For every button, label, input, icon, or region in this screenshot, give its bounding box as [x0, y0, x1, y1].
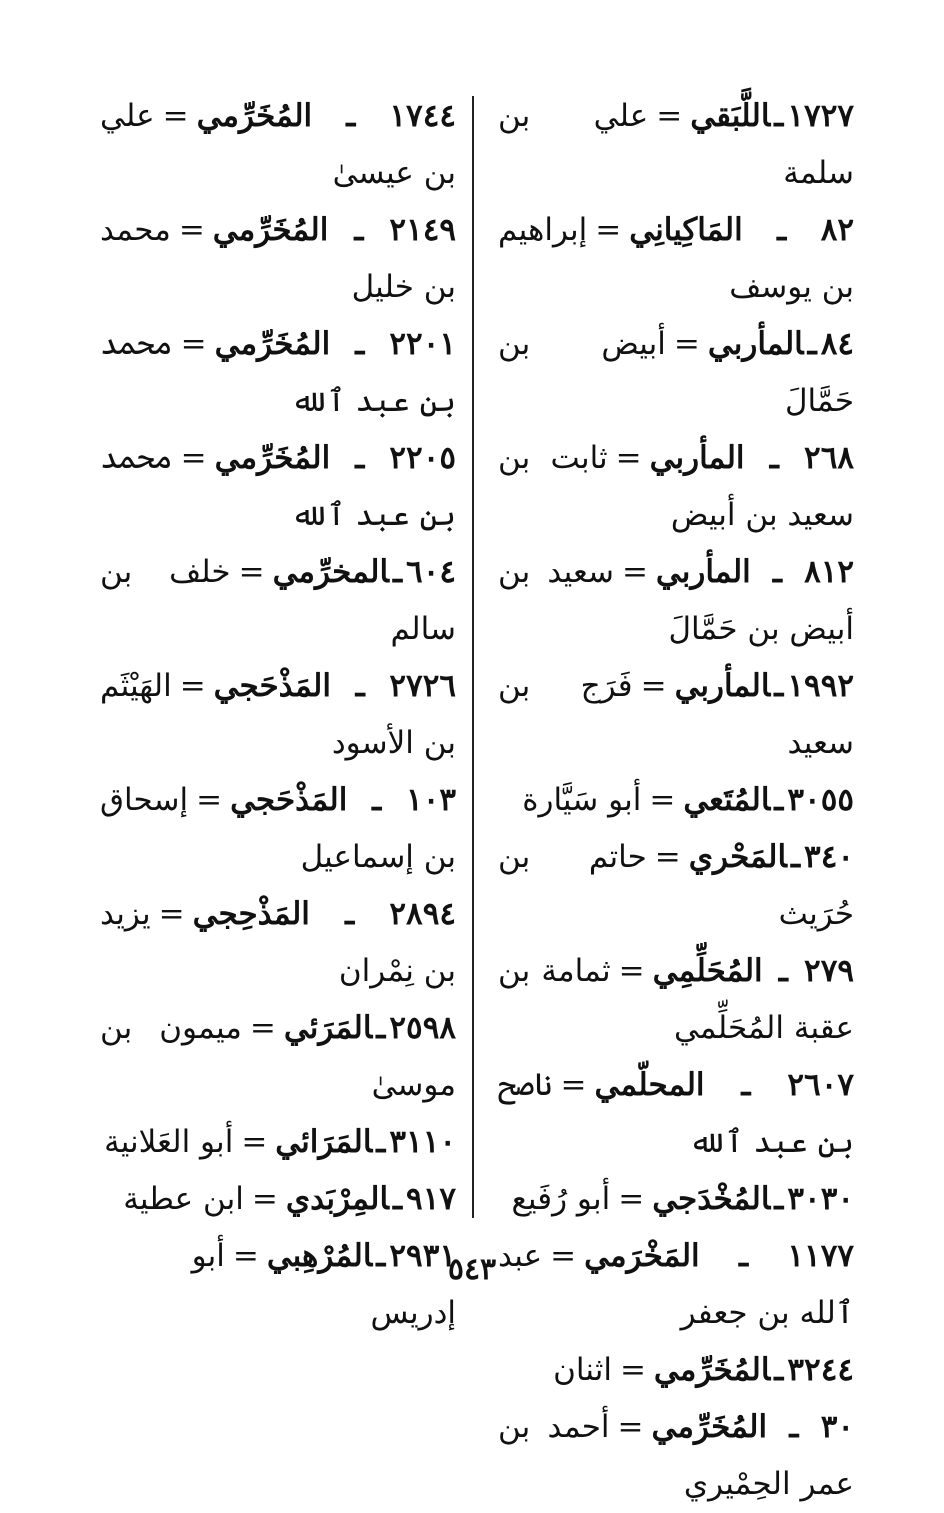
index-entry: ٣٠ ـ المُخَرِّمي=أحمد بن عمر الحِمْيري [498, 1409, 854, 1502]
index-entry: ٦٠٤ـالمخرِّمي=خلف بن سالم [100, 554, 456, 647]
column-divider [472, 96, 474, 1218]
index-entry: ٢٧٩ ـ المُحَلِّمِي=ثمامة بن عقبة المُحَلِّمي [498, 953, 854, 1046]
index-entry: ٣٠٥٥ـالمُتَعي=أبو سَيَّارة [522, 782, 854, 818]
index-entry: ٢٦٠٧ ـ المحلّمي=ناصح بن عبد ٱلله [498, 1067, 854, 1160]
index-entry: ١٩٩٢ـالمأربي=فَرَج بن سعيد [498, 668, 854, 761]
index-entry: ٢١٤٩ ـ المُخَرِّمي=محمد بن خليل [100, 212, 456, 305]
index-entry: ٢٩٣١ـالمُرْهِبي=أبو إدريس [191, 1238, 456, 1331]
index-entry: ٢٢٠١ ـ المُخَرِّمي=محمد بن عبد ٱلله [100, 326, 456, 419]
index-entry: ٩١٧ـالمِرْبَدي=ابن عطية [123, 1181, 456, 1217]
index-entry: ٣٢٤٤ـالمُخَرِّمي=اثنان [553, 1352, 854, 1388]
index-entry: ٣١١٠ـالمَرَائي=أبو العَلانية [104, 1124, 456, 1160]
index-entry: ١١٧٧ ـ المَخْرَمي=عبد ٱلله بن جعفر [498, 1238, 854, 1331]
left-column [100, 88, 456, 1342]
index-entry: ٢٧٢٦ ـ المَذْحَجي=الهَيْثَم بن الأسود [100, 668, 456, 761]
index-entry: ٣٤٠ـالمَحْري=حاتم بن حُرَيث [498, 839, 854, 932]
index-entry: ١٧٤٤ ـ المُخَرِّمي=علي بن عيسىٰ [100, 98, 456, 191]
index-entry: ٨٤ـالمأربي=أبيض بن حَمَّالَ [498, 326, 854, 419]
index-entry: ١٧٢٧ـاللَّبَقي=علي بن سلمة [498, 98, 854, 191]
index-entry: ٢٢٠٥ ـ المُخَرِّمي=محمد بن عبد ٱلله [100, 440, 456, 533]
index-entry: ١٠٣ ـ المَذْحَجي=إسحاق بن إسماعيل [100, 782, 456, 875]
index-entry: ٢٥٩٨ـالمَرَئي=ميمون بن موسىٰ [100, 1010, 456, 1103]
index-entry: ٢٨٩٤ ـ المَذْحِجي=يزيد بن نِمْران [100, 896, 456, 989]
index-entry: ٨١٢ ـ المأربي=سعيد بن أبيض بن حَمَّالَ [498, 554, 855, 647]
index-entry: ٨٢ ـ المَاكِيانِي=إبراهيم بن يوسف [498, 212, 854, 305]
right-column [498, 88, 854, 1513]
index-entry: ٣٠٣٠ـالمُخْدَجي=أبو رُفَيع [511, 1181, 854, 1217]
index-entry: ٢٦٨ ـ المأربي=ثابت بن سعيد بن أبيض [498, 440, 854, 533]
page-number: ٥٤٣ [447, 1252, 497, 1287]
